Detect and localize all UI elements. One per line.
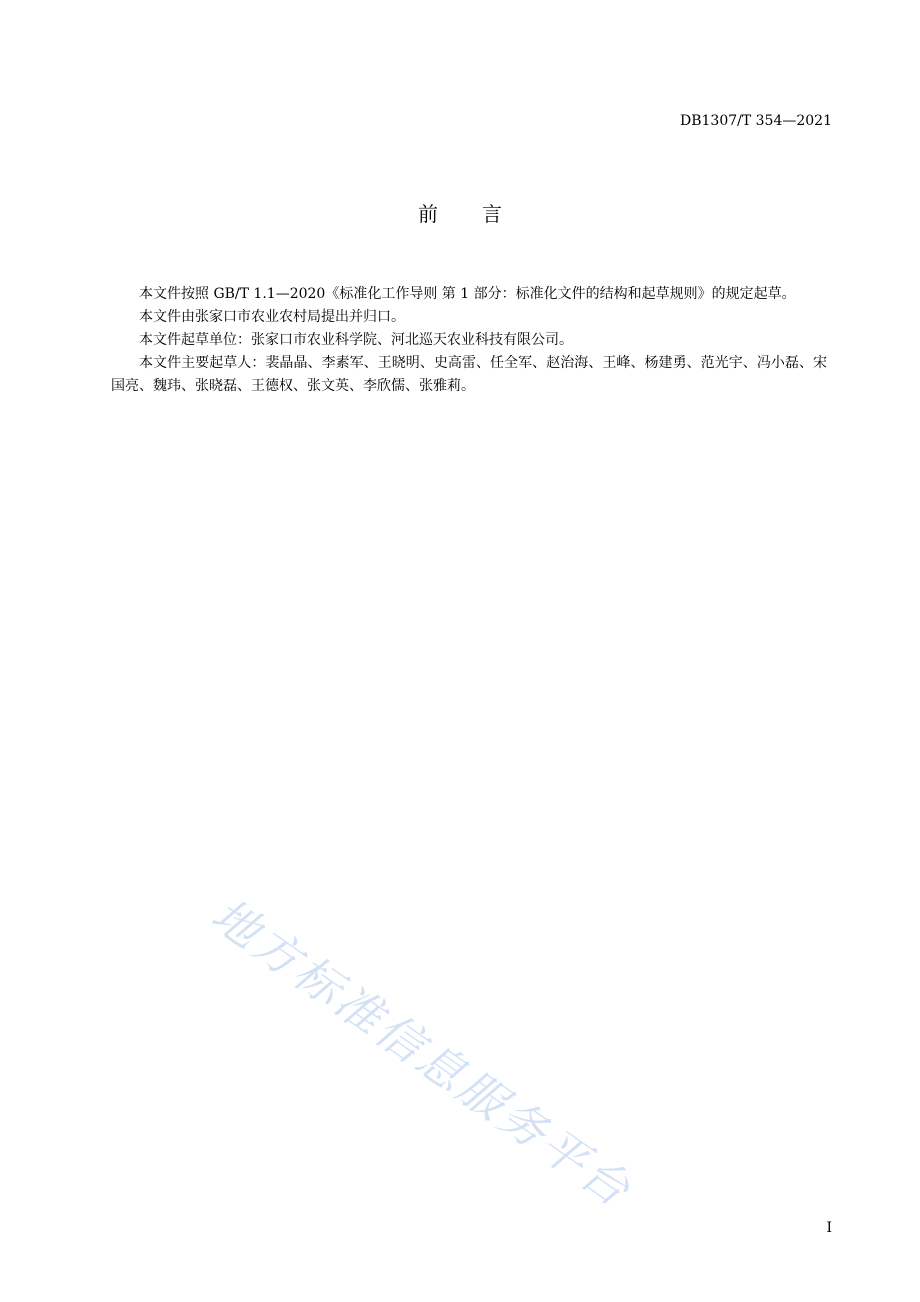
paragraph-drafting-units: 本文件起草单位：张家口市农业科学院、河北巡天农业科技有限公司。 <box>139 332 573 348</box>
paragraph-drafting-rules: 本文件按照 GB/T 1.1—2020《标准化工作导则 第 1 部分：标准化文件的结构和起草规则》的规定起草。 <box>139 286 796 302</box>
foreword-body <box>111 283 827 398</box>
paragraph-drafters: 本文件主要起草人：裴晶晶、李素军、王晓明、史高雷、任全军、赵治海、王峰、杨建勇、范光宇、冯小磊、宋国亮、魏玮、张晓磊、王德权、张文英、李欣儒、张雅莉。 <box>111 355 827 394</box>
page-number: I <box>826 1220 832 1236</box>
document-code: DB1307/T 354—2021 <box>680 113 832 129</box>
paragraph-proposer: 本文件由张家口市农业农村局提出并归口。 <box>139 309 405 325</box>
page-title: 前言 <box>418 202 546 226</box>
watermark: 地方标准信息服务平台 <box>201 887 643 1219</box>
